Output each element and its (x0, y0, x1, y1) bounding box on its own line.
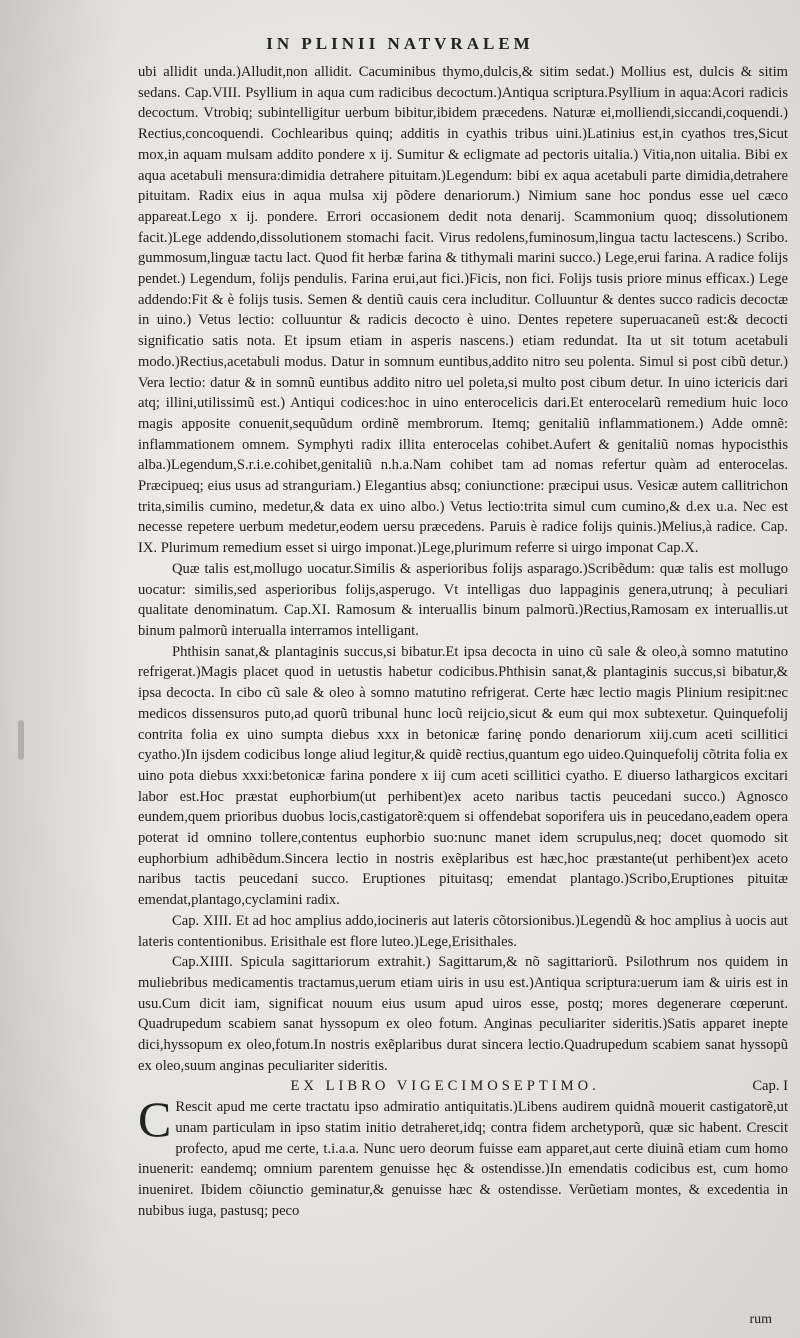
section-heading (138, 1076, 788, 1097)
paragraph-cap-xiii: Cap. XIII. Et ad hoc amplius addo,iocineris aut lateris cõtorsionibus.)Legendũ & hoc amplius à uocis aut lateris contentionibus. Erisithale est flore luteo.)Lege,Erisithales. (138, 912, 788, 950)
gutter-shadow (0, 0, 120, 1338)
paragraph-cap-x: Quæ talis est,mollugo uocatur.Similis & asperioribus folijs asparago.)Scribẽdum: quæ talis est mollugo uocatur: similis,sed asperioribus folijs,asperugo. Vt intelligas duo lappaginis genera,utrunq; à peculiari qualitate denominatum. Cap.XI. Ramosum & interuallis binum palmorũ.)Rectius,Ramosam ex interuallis.ut binum palmorũ interualla interramos intelligant. (138, 560, 788, 639)
paragraph-cap-xiiii: Cap.XIIII. Spicula sagittariorum extrahit.) Sagittarum,& nõ sagittariorũ. Psilothrum nos quidem in muliebribus medicamentis tractamus,uerum etiam uiris in usu est.)Antiqua scriptura:uerum iam & uiris est in usu.Cum dicit iam, significat nouum eius usum apud uiros esse, postq; mores degenerare cœperunt. Quadrupedum scabiem sanat hyssopum ex oleo fotum. Anginas peculiariter sideritis.)Satis apparet inepte dici,hyssopum ex oleo,fotum.In nostris exẽplaribus durat sincera lectio.Quadrupedum scabiem sanat hyssopũ ex oleo,suum anginas peculiariter sideritis. (138, 954, 788, 1074)
paragraph-main: ubi allidit unda.)Alludit,non allidit. Cacuminibus thymo,dulcis,& sitim sedat.) Mollius est, dulcis & sitim sedans. Cap.VIII. Psyllium in aqua cum radicibus decoctum.)Antiqua scriptura.Psyllium in aqua:Acori radicis decoctum. Vtrobiq; subintelligitur uerbum bibitur,ibidem præcedens. Naturæ ei,molliendi,siccandi,coquendi.) Rectius,concoquendi. Cochlearibus quinq; additis in cyathis tribus uini.)Latinius est,in cyathos tres,Sicut mox,in aquam mulsam addito pondere x ij. Sumitur & ecligmate ad pectoris uitalia.) Vitia,non uitalia. Bibi ex aqua acetabuli mensura:dimidia detrahere pituitam.)Legendum: bibi ex aqua acetabuli parte dimidia,detrahere pituitam. Radix eius in aqua mulsa xij põdere denariorum.) Nimium sane hoc pondus esse uel cæco appareat.Lego x ij. pondere. Errori occasionem dedit nota denarij. Scammonium quoq; dissolutionem facit.)Lege addendo,dissolutionem stomachi facit. Virus redolens,fuminosum,lingua tactu lactescens.) Scribo. gummosum,linguæ tactu lact. Quod fit herbæ farina & tithymali marini succo.) Lege,erui farina. A radice folijs pendet.) Legendum, folijs pendulis. Farina erui,aut fici.)Ficis, non fici. Folijs tusis priore minus efficax.) Lege addendo:Fit & è folijs tusis. Semen & dentiũ cauis cera includitur. Colluuntur & dentes succo radicis decoctæ in uino.) Vetus lectio: colluuntur & radicis decocto è uino. Dentes repetere superuacaneũ est:& decocti significatio satis nota. Et ipsum etiam in asperis nascens.) etiam redundat. Ita ut sit totum acetabuli modo.)Rectius,acetabuli modus. Datur in somnum euntibus,addito nitro seu polenta. Simul si post cibũ detur.) Vera lectio: datur & in somnũ euntibus addito nitro uel poleta,si multo post cibum detur. In uino ictericis dari atq; illini,utilissimũ est.) Antiqui codices:hoc in uino enterocelicis dari.Et enterocelarũ remedium huic loco magis apposite conuenit,sequũdum ordinẽ membrorum. Itemq; genitaliũ inflammationem.) Adde omnẽ: inflammationem omnem. Symphyti radix illita enterocelas cohibet.Aufert & genitaliũ nomas hypocisthis alba.)Legendum,S.r.i.e.cohibet,genitaliũ n.h.a.Nam cohibet tam ad nomas refertur quàm ad enterocelas. Præcipueq; eius usus ad stranguriam.) Elegantius absq; coniunctione: præcipui usus. Vesicæ autem callitrichon trita,similis cumino, medetur,& data ex uino albo.) Vetus lectio:trita simul cum cumino,& d.ex u.a. Nec est necesse repetere uerbum medetur,eodem uersu præcedens. Paruis è radice folijs quinis.)Melius,à radice. Cap. IX. Plurimum remedium esset si uirgo imponat.)Lege,plurimum referre si uirgo imponat Cap.X. (138, 64, 788, 557)
catchword: rum (749, 1312, 772, 1327)
paragraph-cap-xii: Phthisin sanat,& plantaginis succus,si bibatur.Et ipsa decocta in uino cũ sale & oleo,à somno matutino refrigerat.)Magis placet quod in uetustis habetur codicibus.Phthisin sanat,& plantaginis succus,si bibatur,& ipsa decocta. In cibo cũ sale & oleo à somno matutino refrigerat. Certe hæc lectio magis Plinium resipit:nec medicos dissensuros puto,ad quorũ tribunal hunc locũ reijcio,sicut & eum qui mox subtexetur. Quinquefolij contrita folia ex uino sumpta diebus xxx in betonicæ farinę pondo denariorum xiij.cum aceti scillitici cyatho.)In ijsdem codicibus longe aliud legitur,& quidẽ rectius,quantum ego uideo.Quinquefolij cõtrita folia ex uino pota diebus xxxi:betonicæ farina pondere x iij cum aceti scillitici cyatho. E diuerso lathargicos excitari labor est.Hoc præstat euphorbium(ut perhibent)ex aceto naribus tactis peucedani succo.) Agnosco eundem,quem prioribus duobus locis,castigatorẽ:quem si offendebat soporifera uis in peucedano,eadem opera poterat id omnino tollere,contentus euphorbio suo:nunc manet idem scrupulus,neq; docet quomodo sit euphorbium adhibẽdum.Sincera lectio in nostris exẽplaribus est hæc,hoc præstante(ut perhibent)ex aceto naribus tactis peucedani succo. Eruptiones pituitasq; emendat plantago.)Scribo,Eruptiones pituitæ emendat,plantago,cyclamini radix. (138, 643, 788, 909)
paragraph-book-xxvii-text: Rescit apud me certe tractatu ipso admiratio antiquitatis.)Libens audirem quidnã mouerit castigatorẽ,ut unam particulam in ipso statim initio detraheret,idq; contra fidem archetyporũ, quæ sic habent. Crescit profecto, apud me certe, t.i.a.a. Nunc uero deorum fuisse eam apparet,aut certe diuinã etiam cum homo inuenerit: eandemq; omnium parentem genuisse hęc & ostendisse.)In emendatis codicibus est, cum homo inueniret. Ibidem cõiunctio geminatur,& genuisse hæc & ostendisse. Verũetiam montes, & excedentia in nubibus iuga, pastusq; peco (138, 1099, 788, 1219)
dropcap-initial: C (138, 1091, 172, 1148)
page-stain (18, 720, 24, 760)
paragraph-book-xxvii (138, 1091, 788, 1221)
running-head: IN PLINII NATVRALEM (266, 34, 534, 53)
section-heading-chapter: Cap. I (752, 1078, 788, 1095)
body-text (138, 62, 788, 1221)
section-heading-title: EX LIBRO VIGECIMOSEPTIMO. (290, 1078, 600, 1095)
